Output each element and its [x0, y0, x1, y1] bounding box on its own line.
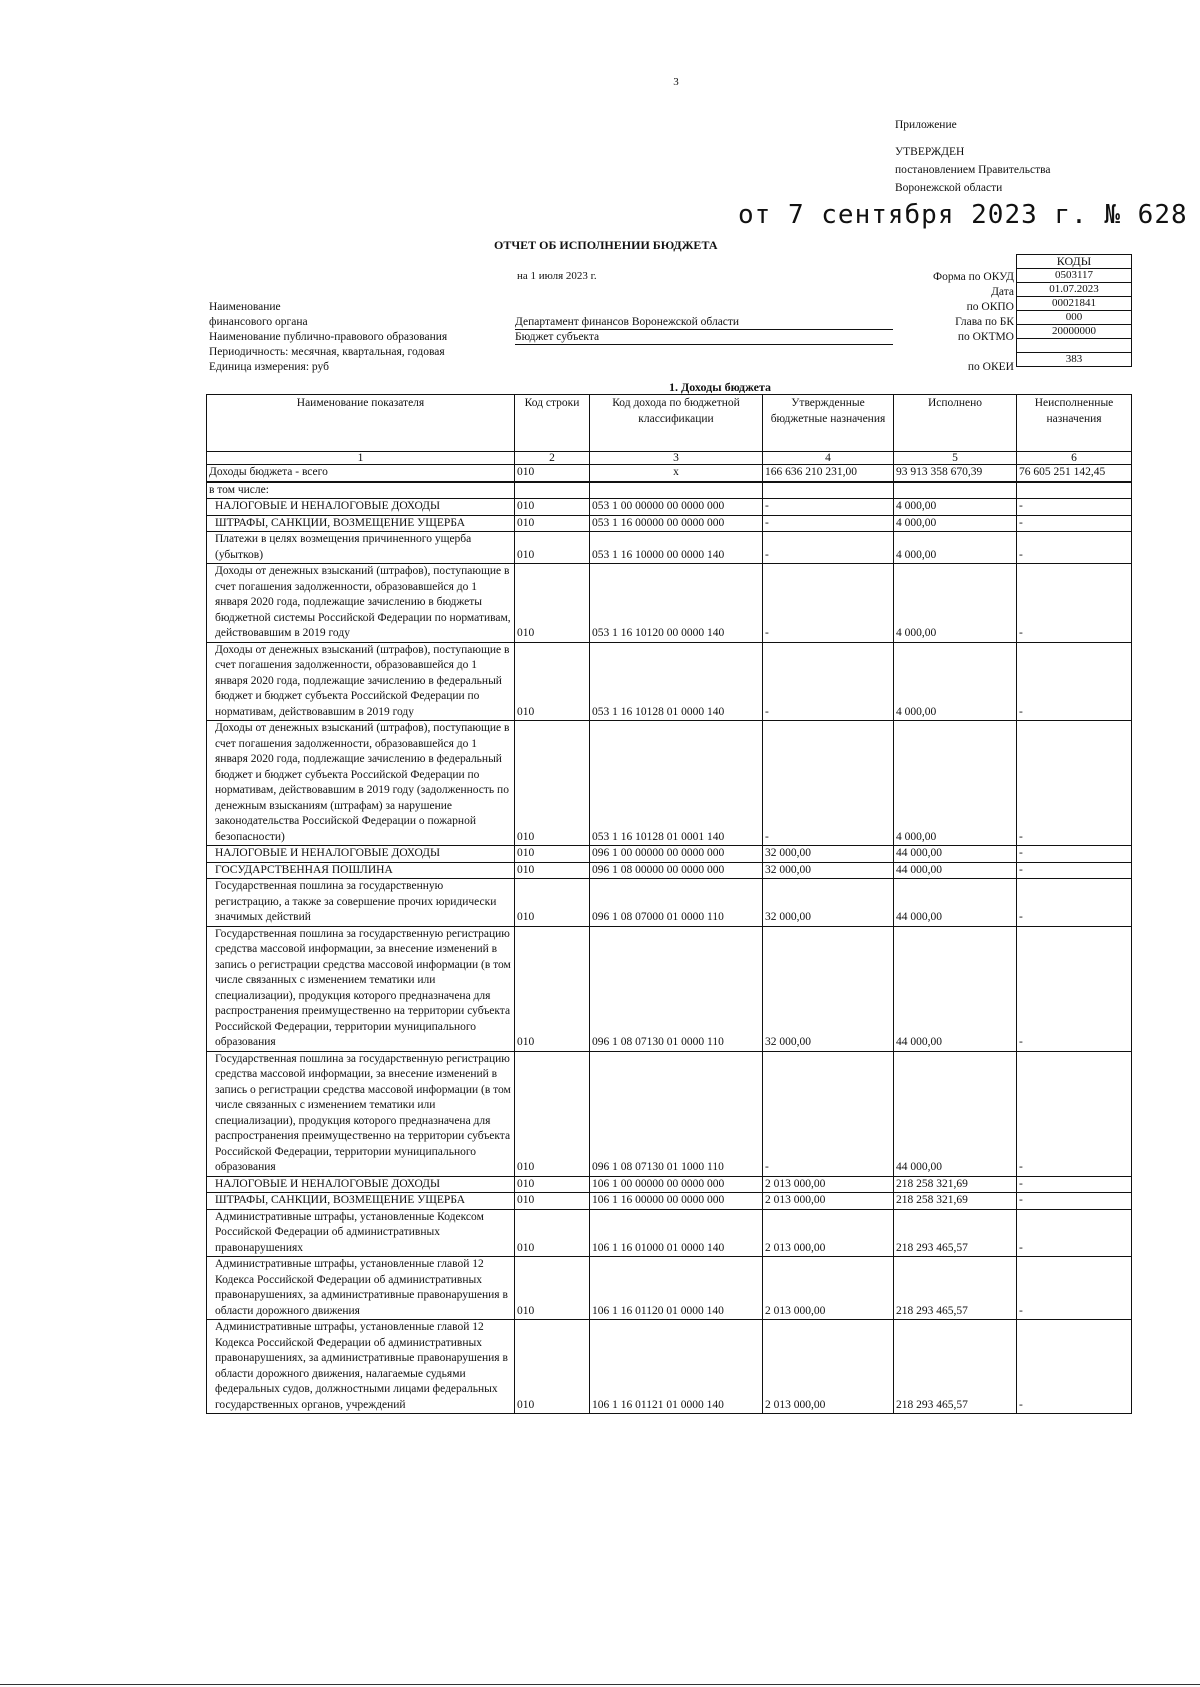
cell-unexecuted: -	[1017, 1209, 1132, 1257]
cell-code: 010	[515, 926, 590, 1051]
table-row	[207, 1051, 1132, 1176]
cell-name: ШТРАФЫ, САНКЦИИ, ВОЗМЕЩЕНИЕ УЩЕРБА	[207, 1193, 515, 1210]
column-header: Неисполненные назначения	[1017, 395, 1132, 452]
cell-name: НАЛОГОВЫЕ И НЕНАЛОГОВЫЕ ДОХОДЫ	[207, 1176, 515, 1193]
cell-kbk: x	[590, 465, 763, 482]
cell-approved	[763, 482, 894, 499]
cell-executed: 44 000,00	[894, 879, 1017, 927]
cell-unexecuted: -	[1017, 499, 1132, 516]
table-row	[207, 499, 1132, 516]
cell-code: 010	[515, 1209, 590, 1257]
cell-code: 010	[515, 532, 590, 564]
cell-kbk: 096 1 08 07130 01 1000 110	[590, 1051, 763, 1176]
cell-approved: 32 000,00	[763, 862, 894, 879]
cell-executed: 218 293 465,57	[894, 1257, 1017, 1320]
cell-unexecuted: -	[1017, 1193, 1132, 1210]
codes-header: КОДЫ	[1017, 255, 1132, 269]
code-value	[1017, 339, 1132, 353]
approval-line: Воронежской области	[895, 182, 1003, 194]
cell-unexecuted: -	[1017, 642, 1132, 721]
table-row	[207, 862, 1132, 879]
cell-executed: 93 913 358 670,39	[894, 465, 1017, 482]
table-row	[207, 465, 1132, 482]
cell-executed: 218 293 465,57	[894, 1320, 1017, 1414]
approval-line: постановлением Правительства	[895, 164, 1051, 176]
code-label	[880, 345, 1014, 360]
cell-kbk: 106 1 16 01000 01 0000 140	[590, 1209, 763, 1257]
cell-approved: -	[763, 515, 894, 532]
cell-name: Административные штрафы, установленные главой 12 Кодекса Российской Федерации об административных правонарушениях, за административные правонарушения в области дорожного движения, налагаемые судьями федеральных судов, должностными лицами федеральных государственных органов, учреждений	[207, 1320, 515, 1414]
cell-code: 010	[515, 465, 590, 482]
code-label: Форма по ОКУД	[933, 271, 1014, 283]
cell-approved: 166 636 210 231,00	[763, 465, 894, 482]
cell-unexecuted: -	[1017, 1176, 1132, 1193]
cell-name: Доходы от денежных взысканий (штрафов), поступающие в счет погашения задолженности, образовавшейся до 1 января 2020 года, подлежащие зачислению в бюджеты бюджетной системы Российской Федерации по нормативам, действовавшим в 2019 году	[207, 564, 515, 643]
public-entity-value: Бюджет субъекта	[515, 330, 893, 345]
column-number: 6	[1017, 452, 1132, 465]
cell-executed: 44 000,00	[894, 1051, 1017, 1176]
cell-executed: 4 000,00	[894, 499, 1017, 516]
cell-unexecuted: -	[1017, 862, 1132, 879]
cell-name: Государственная пошлина за государственную регистрацию средства массовой информации, за внесение изменений в запись о регистрации средства массовой информации (в том числе связанных с изменением тематики или специализации), продукция которого предназначена для распространения преимущественно на территории субъекта Российской Федерации, территории муниципального образования	[207, 926, 515, 1051]
cell-kbk: 053 1 16 10128 01 0000 140	[590, 642, 763, 721]
cell-name: Административные штрафы, установленные Кодексом Российской Федерации об административных правонарушениях	[207, 1209, 515, 1257]
table-row	[207, 1257, 1132, 1320]
cell-unexecuted: -	[1017, 1320, 1132, 1414]
table-row	[207, 1320, 1132, 1414]
cell-executed: 44 000,00	[894, 846, 1017, 863]
cell-executed: 4 000,00	[894, 642, 1017, 721]
cell-kbk: 106 1 00 00000 00 0000 000	[590, 1176, 763, 1193]
cell-unexecuted: 76 605 251 142,45	[1017, 465, 1132, 482]
cell-executed: 218 258 321,69	[894, 1193, 1017, 1210]
code-label: Глава по БК	[955, 316, 1014, 328]
cell-name: ШТРАФЫ, САНКЦИИ, ВОЗМЕЩЕНИЕ УЩЕРБА	[207, 515, 515, 532]
approval-line: Приложение	[895, 119, 957, 131]
cell-unexecuted	[1017, 482, 1132, 499]
page-bottom-rule	[0, 1684, 1200, 1685]
cell-executed: 44 000,00	[894, 926, 1017, 1051]
table-row	[207, 1176, 1132, 1193]
code-value: 383	[1017, 353, 1132, 367]
cell-executed: 4 000,00	[894, 532, 1017, 564]
cell-approved: 32 000,00	[763, 879, 894, 927]
finance-body-value: Департамент финансов Воронежской области	[515, 315, 893, 330]
cell-kbk: 106 1 16 01120 01 0000 140	[590, 1257, 763, 1320]
column-header: Утвержденные бюджетные назначения	[763, 395, 894, 452]
codes-labels	[880, 270, 1014, 375]
cell-code: 010	[515, 515, 590, 532]
cell-approved: 2 013 000,00	[763, 1209, 894, 1257]
approval-stamp	[895, 116, 1051, 197]
unit-of-measure: Единица измерения: руб	[209, 361, 329, 373]
cell-name: ГОСУДАРСТВЕННАЯ ПОШЛИНА	[207, 862, 515, 879]
cell-executed: 4 000,00	[894, 721, 1017, 846]
column-header: Код строки	[515, 395, 590, 452]
code-value: 0503117	[1017, 269, 1132, 283]
cell-kbk: 053 1 16 00000 00 0000 000	[590, 515, 763, 532]
codes-table	[1016, 254, 1132, 367]
table-row	[207, 1193, 1132, 1210]
cell-kbk: 106 1 16 01121 01 0000 140	[590, 1320, 763, 1414]
cell-code	[515, 482, 590, 499]
code-label: по ОКЕИ	[967, 361, 1014, 373]
column-number: 4	[763, 452, 894, 465]
cell-code: 010	[515, 721, 590, 846]
cell-code: 010	[515, 1051, 590, 1176]
cell-name: Государственная пошлина за государственную регистрацию, а также за совершение прочих юридически значимых действий	[207, 879, 515, 927]
cell-executed: 4 000,00	[894, 515, 1017, 532]
cell-name: Платежи в целях возмещения причиненного ущерба (убытков)	[207, 532, 515, 564]
cell-approved: -	[763, 499, 894, 516]
table-body	[207, 465, 1132, 1414]
public-entity-label: Наименование публично-правового образования	[209, 331, 448, 343]
cell-approved: -	[763, 642, 894, 721]
cell-approved: 2 013 000,00	[763, 1257, 894, 1320]
cell-approved: -	[763, 1051, 894, 1176]
cell-unexecuted: -	[1017, 515, 1132, 532]
column-number: 5	[894, 452, 1017, 465]
decree-number: от 7 сентября 2023 г. № 628	[738, 200, 1188, 230]
cell-executed: 218 293 465,57	[894, 1209, 1017, 1257]
cell-executed: 218 258 321,69	[894, 1176, 1017, 1193]
cell-executed: 4 000,00	[894, 564, 1017, 643]
cell-kbk: 053 1 00 00000 00 0000 000	[590, 499, 763, 516]
cell-kbk	[590, 482, 763, 499]
code-value: 00021841	[1017, 297, 1132, 311]
table-row	[207, 846, 1132, 863]
column-header: Наименование показателя	[207, 395, 515, 452]
table-row	[207, 926, 1132, 1051]
cell-kbk: 096 1 08 07130 01 0000 110	[590, 926, 763, 1051]
name-label: Наименование	[209, 301, 281, 313]
report-date: на 1 июля 2023 г.	[517, 270, 597, 282]
column-number: 3	[590, 452, 763, 465]
revenue-table	[206, 394, 1132, 1414]
cell-code: 010	[515, 564, 590, 643]
cell-name: НАЛОГОВЫЕ И НЕНАЛОГОВЫЕ ДОХОДЫ	[207, 499, 515, 516]
report-title: ОТЧЕТ ОБ ИСПОЛНЕНИИ БЮДЖЕТА	[494, 238, 718, 252]
code-label: по ОКТМО	[957, 331, 1014, 343]
table-row	[207, 1209, 1132, 1257]
cell-code: 010	[515, 879, 590, 927]
cell-kbk: 053 1 16 10120 00 0000 140	[590, 564, 763, 643]
cell-code: 010	[515, 642, 590, 721]
cell-code: 010	[515, 1257, 590, 1320]
cell-code: 010	[515, 1176, 590, 1193]
report-metadata	[209, 300, 447, 375]
cell-kbk: 096 1 08 00000 00 0000 000	[590, 862, 763, 879]
cell-approved: -	[763, 564, 894, 643]
column-header: Код дохода по бюджетной классификации	[590, 395, 763, 452]
cell-approved: 32 000,00	[763, 926, 894, 1051]
column-number: 2	[515, 452, 590, 465]
approval-line: УТВЕРЖДЕН	[895, 146, 965, 158]
cell-unexecuted: -	[1017, 1257, 1132, 1320]
page-number: 3	[673, 76, 679, 88]
cell-approved: -	[763, 721, 894, 846]
cell-code: 010	[515, 862, 590, 879]
cell-kbk: 053 1 16 10000 00 0000 140	[590, 532, 763, 564]
table-row	[207, 879, 1132, 927]
table-row	[207, 515, 1132, 532]
cell-unexecuted: -	[1017, 564, 1132, 643]
cell-approved: -	[763, 532, 894, 564]
cell-name: Доходы от денежных взысканий (штрафов), поступающие в счет погашения задолженности, образовавшейся до 1 января 2020 года, подлежащие зачислению в федеральный бюджет и бюджет субъекта Российской Федерации по нормативам, действовавшим в 2019 году (задолженность по денежным взысканиям (штрафам) за нарушение законодательства Российской Федерации о пожарной безопасности)	[207, 721, 515, 846]
cell-unexecuted: -	[1017, 846, 1132, 863]
cell-kbk: 053 1 16 10128 01 0001 140	[590, 721, 763, 846]
code-value: 01.07.2023	[1017, 283, 1132, 297]
cell-unexecuted: -	[1017, 532, 1132, 564]
code-value: 20000000	[1017, 325, 1132, 339]
name-label: финансового органа	[209, 316, 308, 328]
cell-name: в том числе:	[207, 482, 515, 499]
periodicity: Периодичность: месячная, квартальная, годовая	[209, 346, 445, 358]
cell-kbk: 096 1 08 07000 01 0000 110	[590, 879, 763, 927]
cell-approved: 32 000,00	[763, 846, 894, 863]
table-row	[207, 532, 1132, 564]
cell-executed	[894, 482, 1017, 499]
code-value: 000	[1017, 311, 1132, 325]
cell-name: Доходы бюджета - всего	[207, 465, 515, 482]
table-row	[207, 642, 1132, 721]
code-label: Дата	[991, 286, 1014, 298]
code-label: по ОКПО	[966, 301, 1014, 313]
cell-approved: 2 013 000,00	[763, 1193, 894, 1210]
cell-unexecuted: -	[1017, 879, 1132, 927]
cell-code: 010	[515, 1193, 590, 1210]
cell-code: 010	[515, 499, 590, 516]
cell-code: 010	[515, 846, 590, 863]
cell-unexecuted: -	[1017, 1051, 1132, 1176]
table-row	[207, 482, 1132, 499]
cell-approved: 2 013 000,00	[763, 1176, 894, 1193]
cell-name: Государственная пошлина за государственную регистрацию средства массовой информации, за внесение изменений в запись о регистрации средства массовой информации (в том числе связанных с изменением тематики или специализации), продукция которого предназначена для распространения преимущественно на территории субъекта Российской Федерации, территории муниципального образования	[207, 1051, 515, 1176]
cell-name: Административные штрафы, установленные главой 12 Кодекса Российской Федерации об административных правонарушениях, за административные правонарушения в области дорожного движения	[207, 1257, 515, 1320]
table-row	[207, 721, 1132, 846]
cell-kbk: 106 1 16 00000 00 0000 000	[590, 1193, 763, 1210]
column-header: Исполнено	[894, 395, 1017, 452]
column-number: 1	[207, 452, 515, 465]
cell-unexecuted: -	[1017, 926, 1132, 1051]
table-row	[207, 564, 1132, 643]
cell-approved: 2 013 000,00	[763, 1320, 894, 1414]
cell-kbk: 096 1 00 00000 00 0000 000	[590, 846, 763, 863]
cell-name: НАЛОГОВЫЕ И НЕНАЛОГОВЫЕ ДОХОДЫ	[207, 846, 515, 863]
cell-code: 010	[515, 1320, 590, 1414]
section-title: 1. Доходы бюджета	[668, 380, 772, 394]
cell-name: Доходы от денежных взысканий (штрафов), поступающие в счет погашения задолженности, образовавшейся до 1 января 2020 года, подлежащие зачислению в федеральный бюджет и бюджет субъекта Российской Федерации по нормативам, действовавшим в 2019 году	[207, 642, 515, 721]
cell-unexecuted: -	[1017, 721, 1132, 846]
cell-executed: 44 000,00	[894, 862, 1017, 879]
